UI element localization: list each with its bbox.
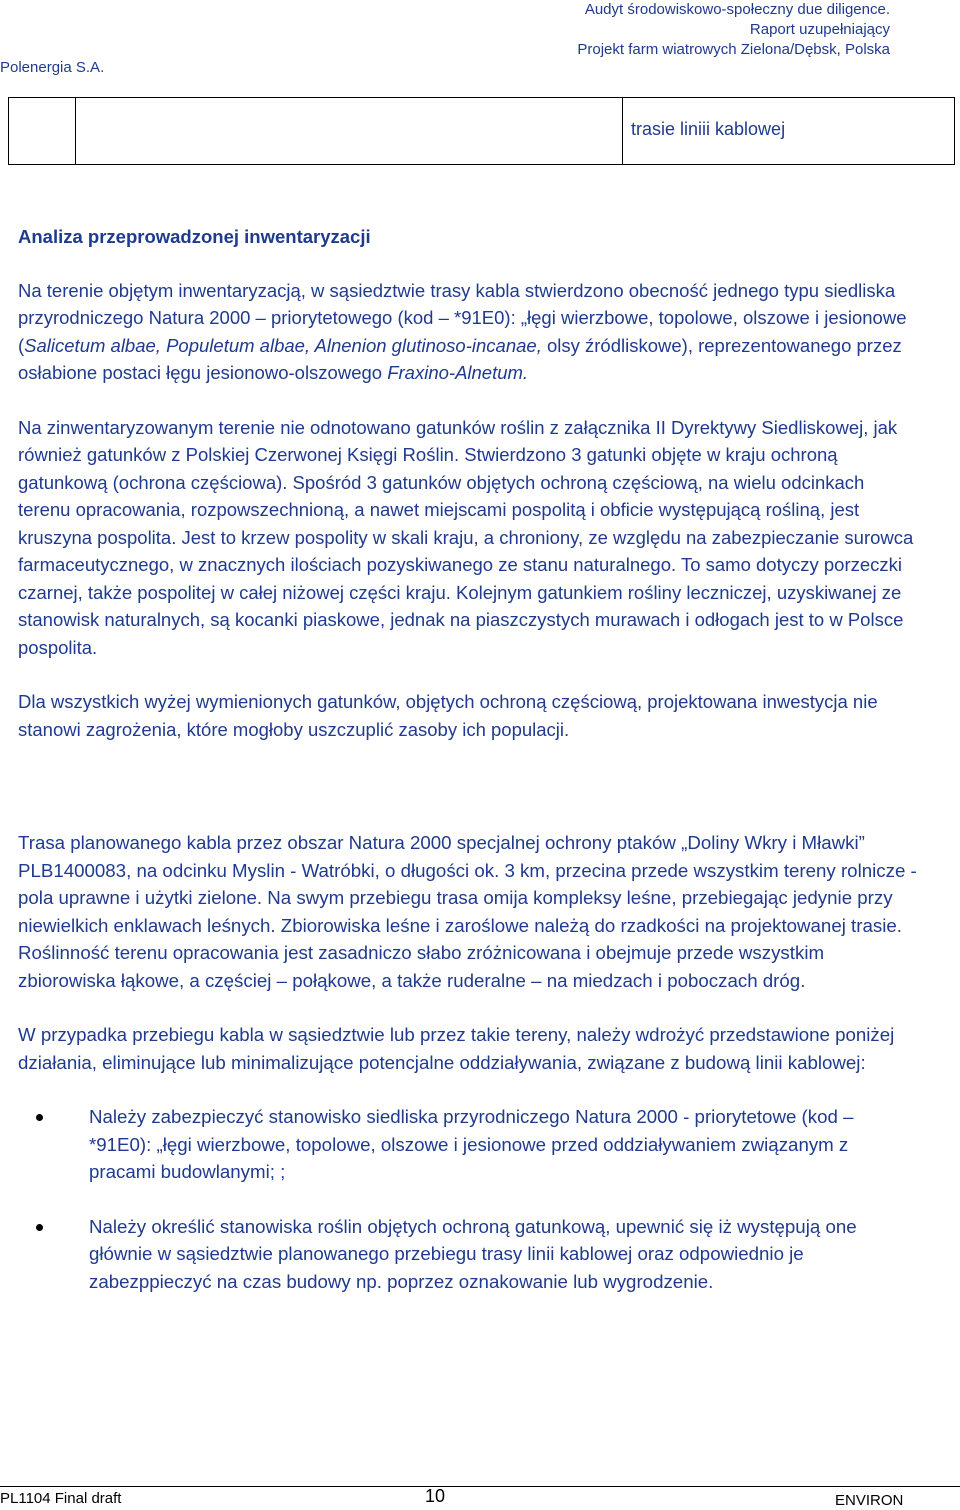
footer-doc-id: PL1104 Final draft — [0, 1490, 122, 1507]
table-cell-3: trasie liniii kablowej — [631, 119, 786, 139]
bullet-icon — [36, 1224, 43, 1231]
paragraph-species: Na zinwentaryzowanym terenie nie odnotowano gatunków roślin z załącznika II Dyrektywy Siedliskowej, jak również gatunków z Polskiej Czerwonej Księgi Roślin. Stwierdzono 3 gatunki objęte w kraju ochroną gatunkową (ochrona częściowa). Spośród 3 gatunków objętych ochroną częściową, na wielu odcinkach terenu opracowania, rozpowszechnioną, a nawet miejscami pospolitą i obficie występującą rośliną, jest kruszyna pospolita. Jest to krzew pospolity w skali kraju, a chroniony, ze względu na zabezpieczanie surowca farmaceutycznego, w znacznych ilościach pozyskiwanego ze stanu naturalnego. To samo dotyczy porzeczki czarnej, także pospolitej w całej niżowej części kraju. Kolejnym gatunkiem rośliny leczniczej, uzyskiwanej ze stanowisk naturalnych, są kocanki piaskowe, jednak na piaszczystych murawach i odłogach jest to w Polsce pospolita. — [18, 416, 914, 658]
table-cell-2 — [76, 98, 623, 164]
paragraph-habitat-c: olsy źródliskowe), reprezentowanego przez osłabione postaci łęgu jesionowo-olszowego — [18, 334, 902, 383]
header-line-1: Audyt środowiskowo-społeczny due diligence. — [584, 1, 890, 18]
document-body — [18, 223, 918, 1322]
header-report-info — [577, 0, 890, 60]
footer-page-number: 10 — [425, 1486, 446, 1506]
paragraph-habitat-latin-2: Fraxino-Alnetum. — [387, 362, 529, 383]
list-item-text: Należy zabezpieczyć stanowisko siedliska przyrodniczego Natura 2000 - priorytetowe (kod – *91E0): „łęgi wierzbowe, topolowe, olszowe i jesionowe przed oddziaływaniem związanym z pracami budowlanymi; ; — [89, 1106, 854, 1182]
list-item — [18, 1103, 918, 1186]
list-item — [18, 1213, 918, 1296]
bullet-icon — [36, 1114, 43, 1121]
paragraph-habitat-a: Na terenie objętym inwentaryzacją, w sąsiedztwie trasy kabla stwierdzono obecność jednego typu siedliska przyrodniczego Natura 2000 – priorytetowego (kod – *91E0): „łęgi wierzbowe, topolowe, olszowe i jesionowe ( — [18, 279, 907, 356]
section-heading: Analiza przeprowadzonej inwentaryzacji — [18, 226, 371, 247]
footer-divider — [0, 1486, 960, 1487]
paragraph-habitat — [18, 277, 918, 387]
header-line-3: Projekt farm wiatrowych Zielona/Dębsk, Polska — [577, 41, 890, 58]
paragraph-measures: W przypadka przebiegu kabla w sąsiedztwie lub przez takie tereny, należy wdrożyć przedstawione poniżej działania, eliminujące lub minimalizujące potencjalne oddziaływania, związane z budową linii kablowej: — [18, 1024, 895, 1073]
table-cell-1 — [9, 98, 76, 164]
paragraph-route: Trasa planowanego kabla przez obszar Natura 2000 specjalnej ochrony ptaków „Doliny Wkry i Mławki” PLB1400083, na odcinku Myslin - Watróbki, o długości ok. 3 km, przecina przede wszystkim tereny rolnicze - pola uprawne i użytki zielone. Na swym przebiegu trasa omija kompleksy leśne, przebiegając jedynie przy niewielkich enklawach leśnych. Zbiorowiska leśne i zaroślowe należą do rzadkości na projektowanej trasie. Roślinność terenu opracowania jest zasadniczo słabo zróżnicowana i obejmuje przede wszystkim zbiorowiska łąkowe, a częściej – połąkowe, a także ruderalne – na miedzach i poboczach dróg. — [18, 832, 917, 991]
measures-list — [18, 1103, 918, 1295]
footer-logo-text: ENVIRON — [835, 1492, 904, 1509]
table-fragment — [8, 97, 955, 165]
list-item-text: Należy określić stanowiska roślin objętych ochroną gatunkową, upewnić się iż występują one głównie w sąsiedztwie planowanego przebiegu trasy linii kablowej oraz odpowiednio je zabezppieczyć na czas budowy np. poprzez oznakowanie lub wygrodzenie. — [89, 1215, 857, 1292]
paragraph-habitat-latin: Salicetum albae, Populetum albae, Alnenion glutinoso-incanae, — [24, 334, 542, 356]
header-line-2: Raport uzupełniający — [749, 21, 890, 38]
header-company: Polenergia S.A. — [0, 59, 105, 76]
paragraph-conclusion: Dla wszystkich wyżej wymienionych gatunków, objętych ochroną częściową, projektowana inwestycja nie stanowi zagrożenia, które mogłoby uszczuplić zasoby ich populacji. — [18, 691, 878, 740]
